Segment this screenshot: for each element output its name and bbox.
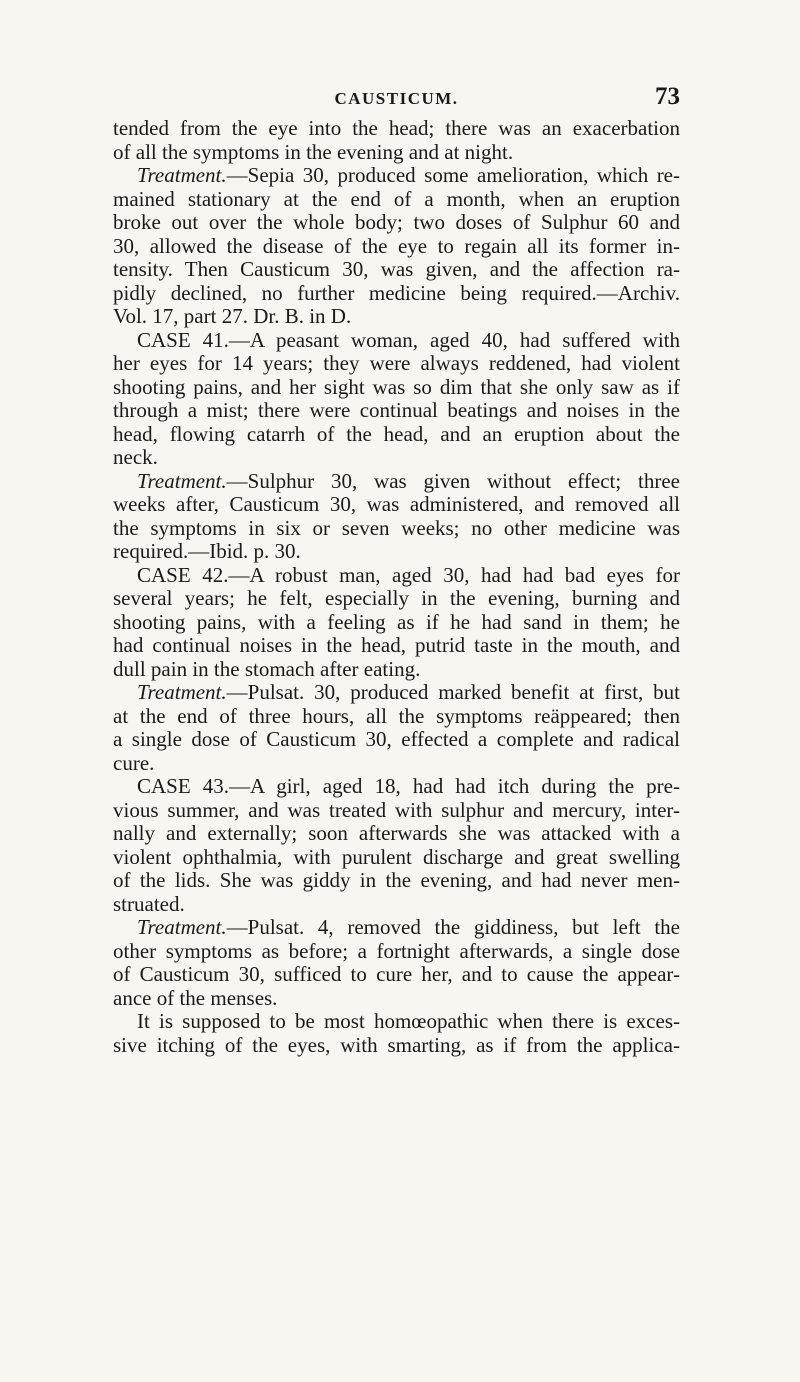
text-line: had continual noises in the head, putrid taste in the mouth, and (113, 633, 680, 657)
case-heading-line: CASE 42.—A robust man, aged 30, had had bad eyes for (137, 562, 680, 587)
treatment-line: Treatment.—Pulsat. 30, produced marked benefit at first, but (137, 680, 680, 704)
text-line: weeks after, Causticum 30, was administered, and removed all (113, 492, 680, 516)
page-number: 73 (655, 83, 680, 110)
text-line: her eyes for 14 years; they were always reddened, had violent (113, 351, 680, 375)
text-line: 30, allowed the disease of the eye to regain all its former in- (113, 233, 680, 258)
text-line: a single dose of Causticum 30, effected a complete and radical (113, 727, 680, 751)
text-line: required.—Ibid. p. 30. (113, 539, 301, 563)
text-line: It is supposed to be most homœopathic when there is exces- (137, 1009, 680, 1033)
case-heading-line: CASE 41.—A peasant woman, aged 40, had suffered with (137, 327, 680, 352)
treatment-line: Treatment.—Pulsat. 4, removed the giddiness, but left the (137, 915, 680, 939)
page-body (113, 117, 680, 1057)
text-line: other symptoms as before; a fortnight afterwards, a single dose (113, 938, 680, 963)
text-line: cure. (113, 750, 155, 775)
text-line: pidly declined, no further medicine being required.—Archiv. (113, 280, 680, 305)
text-line: of all the symptoms in the evening and at night. (113, 139, 514, 164)
text-line: shooting pains, with a feeling as if he had sand in them; he (113, 609, 680, 634)
text-line: struated. (113, 891, 185, 916)
running-title: CAUSTICUM. (334, 89, 459, 108)
text-line: broke out over the whole body; two doses of Sulphur 60 and (113, 210, 680, 234)
treatment-line: Treatment.—Sepia 30, produced some amelioration, which re- (137, 163, 680, 187)
text-line: the symptoms in six or seven weeks; no other medicine was (113, 515, 680, 540)
text-line: neck. (113, 445, 158, 469)
text-line: tensity. Then Causticum 30, was given, and the affection ra- (113, 257, 680, 281)
text-line: vious summer, and was treated with sulphur and mercury, inter- (113, 797, 680, 822)
text-line: mained stationary at the end of a month, when an eruption (113, 186, 680, 211)
text-line: head, flowing catarrh of the head, and an eruption about the (113, 421, 680, 446)
text-line: several years; he felt, especially in the evening, burning and (113, 586, 680, 610)
case-heading-line: CASE 43.—A girl, aged 18, had had itch during the pre- (137, 774, 680, 798)
text-line: Vol. 17, part 27. Dr. B. in D. (113, 304, 352, 328)
text-line: tended from the eye into the head; there was an exacerbation (113, 116, 680, 140)
text-line: at the end of three hours, all the symptoms reäppeared; then (113, 703, 680, 728)
page-header (113, 83, 680, 111)
text-line: nally and externally; soon afterwards she was attacked with a (113, 821, 680, 845)
text-line: shooting pains, and her sight was so dim that she only saw as if (113, 374, 680, 399)
text-line: of Causticum 30, sufficed to cure her, and to cause the appear- (113, 962, 680, 986)
text-line: violent ophthalmia, with purulent discharge and great swelling (113, 844, 680, 869)
text-line: ance of the menses. (113, 985, 278, 1010)
text-line: through a mist; there were continual beatings and noises in the (113, 398, 680, 422)
text-line: of the lids. She was giddy in the evening, and had never men- (113, 868, 680, 892)
treatment-line: Treatment.—Sulphur 30, was given without effect; three (137, 468, 680, 493)
text-line: sive itching of the eyes, with smarting, as if from the applica- (113, 1032, 680, 1057)
text-line: dull pain in the stomach after eating. (113, 656, 421, 681)
